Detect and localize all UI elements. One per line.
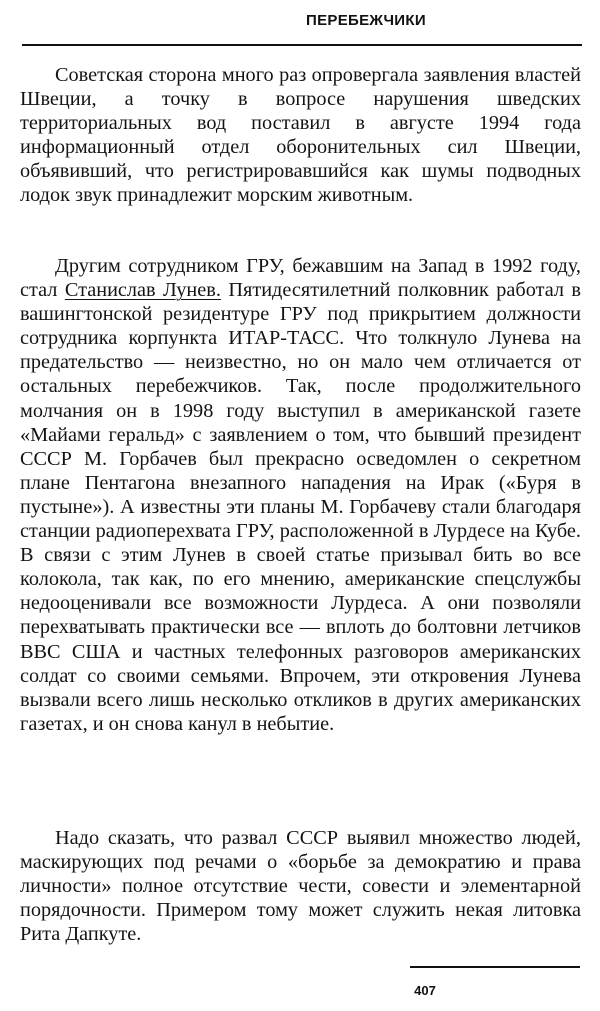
underlined-name-lunev: Станислав Лунев. bbox=[64, 279, 221, 302]
footer-rule bbox=[410, 966, 580, 968]
header-rule bbox=[22, 44, 582, 46]
running-head: ПЕРЕБЕЖЧИКИ bbox=[306, 12, 426, 29]
paragraph-lunev-intro: Другим сотрудником ГРУ, бежавшим на Запад в 1992 году, стал bbox=[20, 255, 581, 302]
page-number: 407 bbox=[414, 983, 436, 998]
paragraph-lunev bbox=[20, 254, 581, 736]
paragraph-ussr-collapse: Надо сказать, что развал СССР выявил множество людей, маскирующих под речами о «борьбе за демократию и права личности» полное отсутствие чести, совести и элементарной порядочности. Примером тому может служить некая литовка Рита Дапкуте. bbox=[20, 827, 581, 946]
paragraph-lunev-body: Пятидесятилетний полковник работал в вашингтонской резидентуре ГРУ под прикрытием должности сотрудника корпункта ИТАР-ТАСС. Что толкнуло Лунева на предательство — неизвестно, но он мало чем отличается от остальных перебежчиков. Так, после продолжительного молчания он в 1998 году выступил в американской газете «Майами геральд» с заявлением о том, что бывший президент СССР М. Горбачев был прекрасно осведомлен о секретном плане Пентагона внезапного нападения на Ирак («Буря в пустыне»). А известны эти планы М. Горбачеву стали благодаря станции радиоперехвата ГРУ, расположенной в Лурдесе на Кубе. В связи с этим Лунев в своей статье призывал бить во все колокола, так как, по его мнению, американские спецслужбы недооценивали все возможности Лурдеса. А они позволяли перехватывать практически все — вплоть до болтовни летчиков ВВС США и частных телефонных разговоров американских солдат со своими семьями. Впрочем, эти откровения Лунева вызвали всего лишь несколько откликов в других американских газетах, и он снова канул в небытие. bbox=[20, 279, 581, 735]
paragraph-swedish-waters: Советская сторона много раз опровергала заявления властей Швеции, а точку в вопросе нарушения шведских территориальных вод поставил в августе 1994 года информационный отдел оборонительных сил Швеции, объявивший, что регистрировавшийся как шумы подводных лодок звук принадлежит морским животным. bbox=[20, 64, 581, 207]
